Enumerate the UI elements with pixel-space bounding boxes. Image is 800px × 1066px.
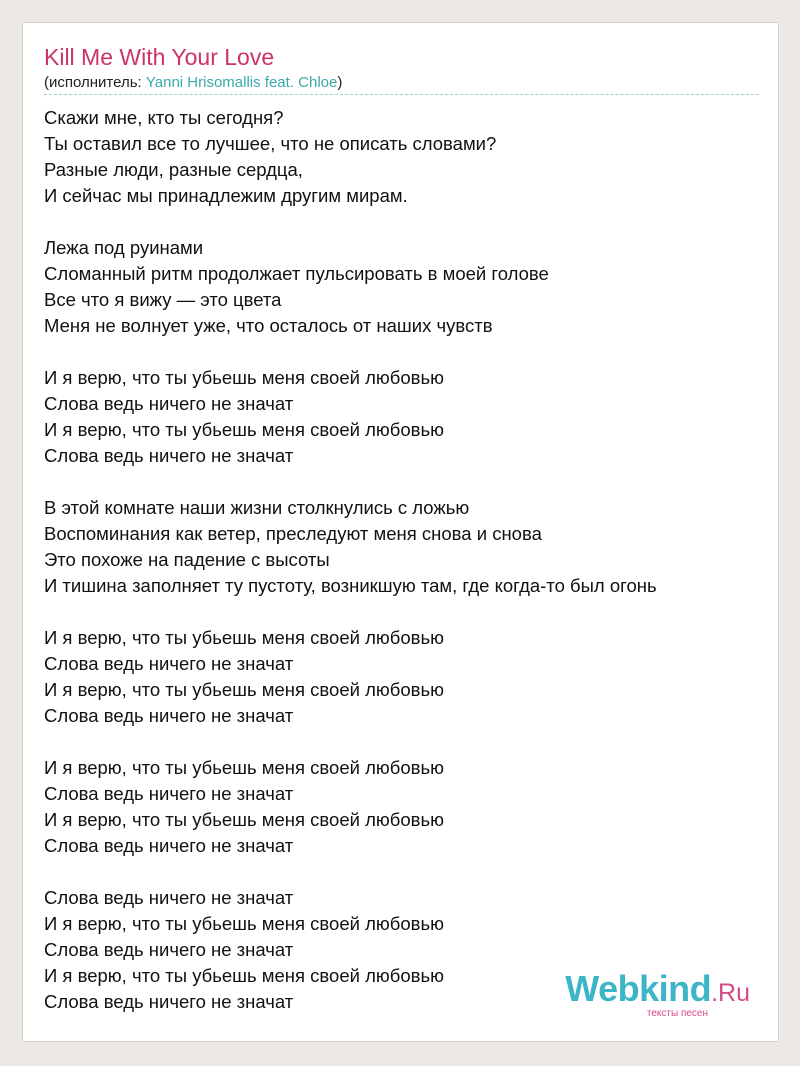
lyric-line: И тишина заполняет ту пустоту, возникшую там, где когда-то был огонь (44, 575, 657, 596)
lyric-line: Слова ведь ничего не значат (44, 705, 294, 726)
lyric-line: Меня не волнует уже, что осталось от наших чувств (44, 315, 493, 336)
artist-suffix: ) (337, 74, 343, 91)
artist-link[interactable]: Yanni Hrisomallis feat. Chloe (145, 74, 338, 91)
lyric-line: Слова ведь ничего не значат (44, 991, 294, 1012)
lyrics-stanza (44, 105, 764, 209)
lyric-line: И я верю, что ты убьешь меня своей любовью (44, 965, 444, 986)
lyric-line: В этой комнате наши жизни столкнулись с ложью (44, 497, 470, 518)
lyric-line: Все что я вижу — это цвета (44, 289, 282, 310)
lyric-line: Скажи мне, кто ты сегодня? (44, 107, 284, 128)
lyric-line: Слова ведь ничего не значат (44, 835, 294, 856)
lyric-line: Слова ведь ничего не значат (44, 887, 294, 908)
artist-prefix: (исполнитель: (44, 74, 146, 91)
lyrics-stanza (44, 755, 764, 859)
title-divider (44, 94, 759, 95)
lyrics-page (22, 22, 779, 1042)
logo-suffix: .Ru (711, 979, 750, 1007)
lyric-line: И я верю, что ты убьешь меня своей любовью (44, 419, 444, 440)
lyric-line: И я верю, что ты убьешь меня своей любовью (44, 757, 444, 778)
logo-name: Webkind (565, 968, 712, 1009)
lyrics-stanza (44, 495, 764, 599)
lyric-line: Сломанный ритм продолжает пульсировать в моей голове (44, 263, 549, 284)
lyric-line: Это похоже на падение с высоты (44, 549, 330, 570)
lyric-line: Слова ведь ничего не значат (44, 783, 294, 804)
lyric-line: И я верю, что ты убьешь меня своей любовью (44, 809, 444, 830)
lyric-line: Слова ведь ничего не значат (44, 939, 294, 960)
lyric-line: И я верю, что ты убьешь меня своей любовью (44, 679, 444, 700)
logo-wordmark (565, 968, 750, 1011)
lyric-line: И я верю, что ты убьешь меня своей любовью (44, 913, 444, 934)
lyrics-stanza (44, 365, 764, 469)
lyric-line: Слова ведь ничего не значат (44, 393, 294, 414)
lyrics-stanza (44, 625, 764, 729)
lyrics-stanza (44, 235, 764, 339)
lyric-line: Слова ведь ничего не значат (44, 653, 294, 674)
lyric-line: Разные люди, разные сердца, (44, 159, 303, 180)
lyric-line: И я верю, что ты убьешь меня своей любовью (44, 627, 444, 648)
artist-line (44, 73, 342, 93)
lyric-line: Воспоминания как ветер, преследуют меня снова и снова (44, 523, 542, 544)
lyrics-body (44, 105, 764, 1041)
song-title: Kill Me With Your Love (44, 44, 275, 70)
lyric-line: И я верю, что ты убьешь меня своей любовью (44, 367, 444, 388)
lyric-line: Слова ведь ничего не значат (44, 445, 294, 466)
lyric-line: И сейчас мы принадлежим другим мирам. (44, 185, 408, 206)
lyric-line: Ты оставил все то лучшее, что не описать словами? (44, 133, 497, 154)
lyric-line: Лежа под руинами (44, 237, 204, 258)
logo-tagline: тексты песен (646, 1008, 708, 1019)
site-logo[interactable] (565, 968, 750, 1019)
